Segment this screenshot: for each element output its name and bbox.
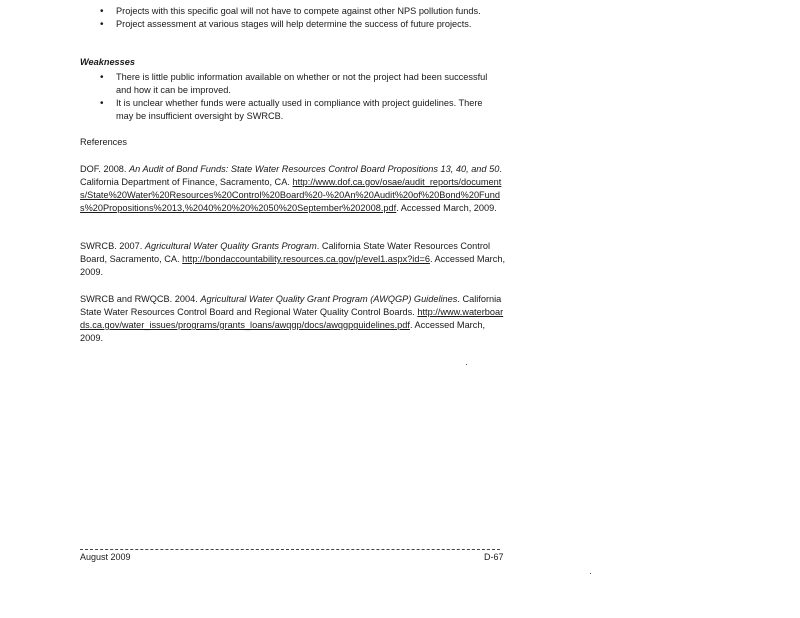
weaknesses-bullet-1: • There is little public information available on whether or not the project had been successful and how it can be improved.	[100, 71, 495, 97]
weaknesses-bullet-list	[100, 71, 495, 123]
reference-item-dof	[80, 163, 505, 215]
reference-link-awqgp[interactable]: http://www.waterboards.ca.gov/water_issues/programs/grants_loans/awqgp/docs/awqgpguidelines.pdf	[80, 307, 504, 330]
reference-link-dof[interactable]: http://www.dof.ca.gov/osae/audit_reports/documents/State%20Water%20Resources%20Control%20Board%20-%20An%20Audit%20of%20Bond%20Funds%20Propositions%2013,%2040%20%20%2050%20September%202008.pdf	[80, 177, 502, 213]
reference-accessed: . Accessed March, 2009.	[80, 320, 485, 343]
footer-divider	[80, 549, 500, 550]
strengths-bullet-1: • Projects with this specific goal will not have to compete against other NPS pollution funds.	[100, 5, 510, 18]
reference-title: Agricultural Water Quality Grants Program	[144, 241, 317, 251]
reference-item-swrcb-2007	[80, 240, 505, 279]
footer-date: August 2009	[80, 552, 131, 562]
footer-page-number: D-67	[484, 552, 504, 562]
reference-accessed: . Accessed March, 2009.	[396, 203, 497, 213]
reference-link-swrcb-2007[interactable]: http://bondaccountability.resources.ca.gov/p/evel1.aspx?id=6	[182, 254, 430, 264]
reference-prefix: DOF. 2008.	[80, 164, 130, 174]
reference-title: An Audit of Bond Funds: State Water Resources Control Board Propositions 13, 40, and 50	[129, 164, 500, 174]
reference-accessed: . Accessed March, 2009.	[80, 254, 505, 277]
scan-speck	[466, 364, 467, 365]
reference-title: Agricultural Water Quality Grant Program (AWQGP) Guidelines	[200, 294, 458, 304]
weaknesses-heading: Weaknesses	[80, 57, 135, 67]
reference-prefix: SWRCB. 2007.	[80, 241, 145, 251]
weaknesses-bullet-2: • It is unclear whether funds were actually used in compliance with project guidelines. There may be insufficient oversight by SWRCB.	[100, 97, 495, 123]
reference-publisher: . California State Water Resources Control Board and Regional Water Quality Control Boards.	[80, 294, 502, 317]
references-heading: References	[80, 137, 127, 147]
scan-speck	[590, 573, 591, 574]
reference-prefix: SWRCB and RWQCB. 2004.	[80, 294, 201, 304]
strengths-bullet-list	[100, 5, 510, 31]
strengths-bullet-2: • Project assessment at various stages will help determine the success of future projects.	[100, 18, 510, 31]
reference-publisher: . California Department of Finance, Sacramento, CA.	[80, 164, 502, 187]
reference-publisher: . California State Water Resources Control Board, Sacramento, CA.	[80, 241, 491, 264]
reference-item-swrcb-rwqcb-2004	[80, 293, 505, 345]
